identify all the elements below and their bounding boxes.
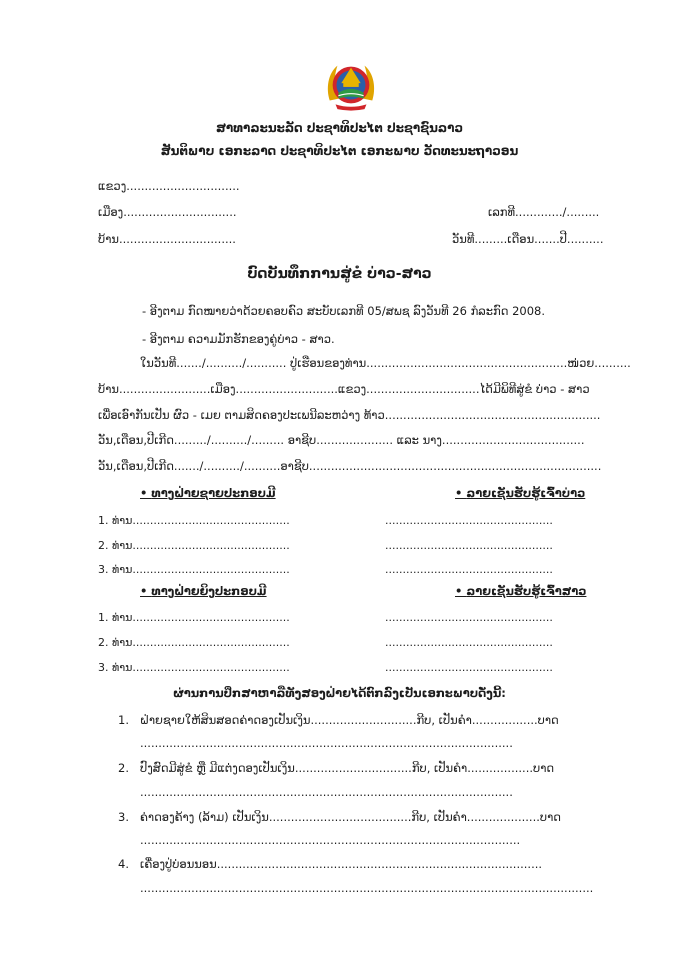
- body-line-3: ເພື່ອເອົາກັນເປັນ ຜົວ - ເມຍ ຕາມສິດຄອງປະເພນີລະຫວ່າງ ທ້າວ...........................................................: [98, 408, 601, 422]
- reference-2: - ອີງຕາມ ຄວາມມັກຮັກຂອງຄູ່ບ່າວ - ສາວ.: [142, 332, 335, 346]
- document-date: ວັນທີ.........ເດືອນ.......ປີ..........: [452, 232, 604, 246]
- groom-sign-line: ................................................: [385, 563, 553, 576]
- agreement-item-continuation: ......................................................................................................: [140, 785, 513, 799]
- reference-1: - ອີງຕາມ ກົດໝາຍວ່າດ້ວຍຄອບຄົວ ສະບັບເລກທີ 05/ສພຊ ລົງວັນທີ 26 ກໍລະກົດ 2008.: [142, 304, 546, 318]
- page-title: ບົດບັນທຶກການສູ່ຂໍ ບ່າວ-ສາວ: [247, 266, 432, 282]
- address-district: ເມືອງ...............................: [98, 205, 237, 219]
- body-line-2: ບ້ານ.........................ເມືອງ............................ແຂວງ...............................ໄດ້ມີພິທີສູ່ຂໍ ບ່າວ - ສາວ: [98, 382, 590, 396]
- groom-witness-row: 3. ທ່ານ.............................................: [98, 563, 290, 576]
- bride-witness-row: 2. ທ່ານ.............................................: [98, 636, 290, 649]
- agreement-item-continuation: ......................................................................................................: [140, 736, 513, 750]
- bride-side-heading: • ທາງຝ່າຍຍິງປະກອບມີ: [140, 584, 267, 598]
- body-line-4: ວັນ,ເດືອນ,ປີເກີດ........./........../......... ອາຊີບ..................... ແລະ ນາງ.......................................: [98, 433, 585, 447]
- address-province: ແຂວງ...............................: [98, 179, 240, 193]
- address-village: ບ້ານ................................: [98, 232, 236, 246]
- header-line-2: ສັນຕິພາບ ເອກະລາດ ປະຊາທິປະໄຕ ເອກະພາບ ວັດທະນະຖາວອນ: [160, 144, 519, 158]
- body-line-1: ໃນວັນທີ......./........../........... ປູ່ເຮືອນຂອງທ່ານ.......................................................ໜ່ວຍ..........: [140, 356, 631, 370]
- groom-sign-line: ................................................: [385, 539, 553, 552]
- groom-witness-row: 2. ທ່ານ.............................................: [98, 539, 290, 552]
- groom-witness-row: 1. ທ່ານ.............................................: [98, 514, 290, 527]
- bride-witness-heading-text: ລາຍເຊັນຮັບຮູ້ເຈົ້າສາວ: [466, 584, 587, 598]
- bride-sign-line: ................................................: [385, 611, 553, 624]
- body-line-5: ວັນ,ເດືອນ,ປີເກີດ......./........../..........ອາຊີບ................................................................................: [98, 459, 602, 473]
- bride-side-heading-text: ທາງຝ່າຍຍິງປະກອບມີ: [151, 584, 267, 598]
- bride-witness-row: 1. ທ່ານ.............................................: [98, 611, 290, 624]
- groom-sign-line: ................................................: [385, 514, 553, 527]
- agreement-item-number: 4.: [118, 857, 129, 871]
- national-emblem: [322, 56, 380, 114]
- groom-witness-heading: • ລາຍເຊັນຮັບຮູ້ເຈົ້າບ່າວ: [455, 486, 586, 500]
- bride-sign-line: ................................................: [385, 636, 553, 649]
- bride-sign-line: ................................................: [385, 661, 553, 674]
- document-number: ເລກທີ............./.........: [488, 205, 600, 219]
- agreement-item-continuation: ........................................................................................................: [140, 833, 521, 847]
- groom-side-heading-text: ທາງຝ່າຍຊາຍປະກອບມີ: [151, 486, 276, 500]
- header-line-1: ສາທາລະນະລັດ ປະຊາທິປະໄຕ ປະຊາຊົນລາວ: [215, 121, 464, 135]
- agreement-item-text: ຝ່າຍຊາຍໃຫ້ສິນສອດຄ່າດອງເປັນເງິນ.............................ກີບ, ເປັນຄໍາ..................ບາດ: [140, 713, 559, 727]
- agreement-item-text: ປົງສົດມີສູ່ຂໍ ຫຼື ມີແຕ່ງດອງເປັນເງິນ................................ກີບ, ເປັນຄໍາ..................ບາດ: [140, 761, 555, 775]
- agreement-item-number: 1.: [118, 713, 129, 727]
- agreement-item-text: ເຄື່ອງປູ່ບ່ອນນອນ.........................................................................................: [140, 857, 543, 871]
- agreement-item-number: 2.: [118, 761, 129, 775]
- groom-side-heading: • ທາງຝ່າຍຊາຍປະກອບມີ: [140, 486, 276, 500]
- agreement-heading: ຜ່ານການປຶກສາຫາລືທັງສອງຝ່າຍໄດ້ຕົກລົງເປັນເອກະພາບດັ່ງນີ້:: [173, 686, 506, 700]
- groom-witness-heading-text: ລາຍເຊັນຮັບຮູ້ເຈົ້າບ່າວ: [466, 486, 586, 500]
- bride-witness-row: 3. ທ່ານ.............................................: [98, 661, 290, 674]
- agreement-item-continuation: ............................................................................................................................: [140, 881, 594, 895]
- agreement-item-text: ຄ່າດອງຄ້າງ (ລ້າມ) ເປັນເງິນ.......................................ກີບ, ເປັນຄໍາ....................ບາດ: [140, 810, 561, 824]
- agreement-item-number: 3.: [118, 810, 129, 824]
- bride-witness-heading: • ລາຍເຊັນຮັບຮູ້ເຈົ້າສາວ: [455, 584, 587, 598]
